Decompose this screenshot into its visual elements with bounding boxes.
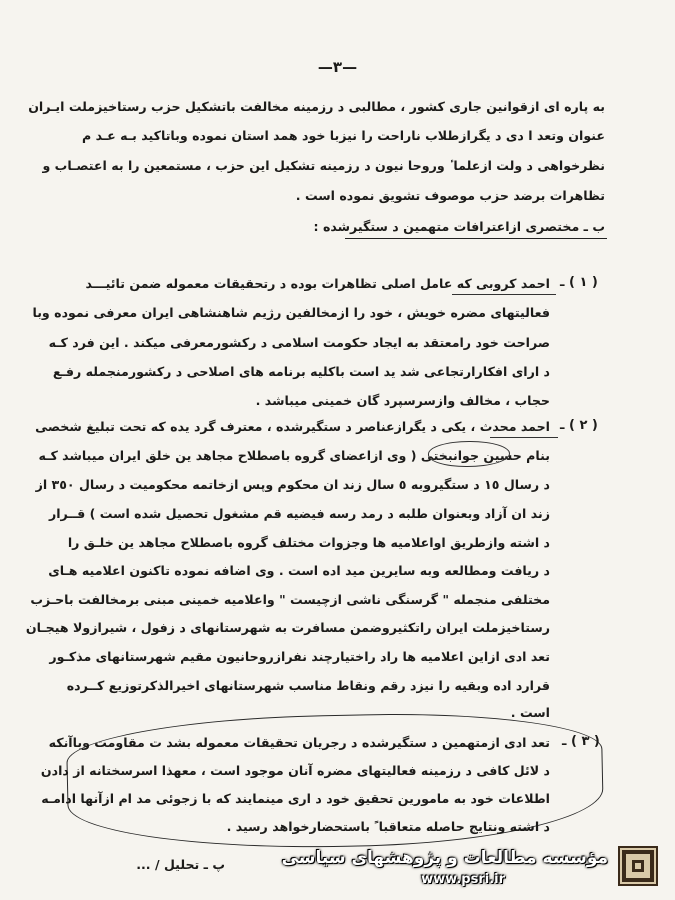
item-1-line: صراحت خود رامعتقد به ایجاد حکومت اسلامی د رکشورمعرفی میکند . این فرد کـه [48, 335, 550, 350]
item-1-line: د ارای افکارارتجاعی شد ید است باکلیه برنامه های اصلاحی د رکشورمنجمله رفـع [52, 364, 550, 379]
section-b-heading: ب ـ مختصری ازاعترافات متهمین د ستگیرشده : [313, 219, 605, 234]
intro-line: تظاهرات برضد حزب موصوف تشویق نموده است . [295, 188, 605, 203]
intro-line: نظرخواهی د ولت ازعلما ٔ وروحا نیون د رزمینه تشکیل این حزب ، مستمعین را به اعتصـاب و [42, 158, 605, 173]
item-3-line: د اشته ونتایج حاصله متعاقبا ً باستحضارخواهد رسید . [226, 819, 550, 834]
item-3-line: د لائل کافی د رزمینه فعالیتهای مضره آنان موجود است ، معهذا اسرسختانه از دادن [40, 763, 550, 778]
item-2-line: زند ان آزاد وبعنوان طلبه د رمد رسه فیضیه قم مشغول تحصیل شده است ) قــرار [48, 506, 550, 521]
item-3-line: اطلاعات خود به مامورین تحقیق خود د اری مینمایند که با زجوئی مد ام ازآنها ادامـه [41, 791, 550, 806]
item-2-line: د اشته وازطریق اواعلامیه ها وجزوات مختلف گروه باصطلاح مجاهد ین خلـق را [67, 535, 550, 550]
item-2-line: د رسال ١٥ د ستگیروبه ٥ سال زند ان محکوم وپس ازخاتمه محکومیت د رسال ٣٥٠ از [35, 477, 550, 492]
section-c-heading: پ ـ تحلیل / ... [136, 857, 225, 872]
item-2-line: رستاخیزملت ایران راتکثیروضمن مسافرت به شهرستانهای د زفول ، شیرازولا هیجـان [25, 620, 550, 635]
psri-logo-icon [618, 846, 658, 886]
item-2-line: د ریافت ومطالعه وبه سایرین مید اده است . وی اضافه نموده تاکنون اعلامیه هـای [48, 563, 550, 578]
heading-underline [345, 238, 607, 239]
watermark-name: مؤسسه مطالعات و پژوهشهای سیاسی [281, 848, 608, 868]
item-3-marker: ( ٣ ) ـ [562, 734, 600, 749]
watermark-url: www.psri.ir [421, 872, 505, 887]
intro-line: به پاره ای ازقوانین جاری کشور ، مطالبی د رزمینه مخالفت باتشکیل حزب رستاخیزملت ایـران [28, 99, 605, 114]
item-1-marker: ( ١ ) ـ [560, 275, 598, 290]
item-1-line: احمد کروبی که عامل اصلی تظاهرات بوده د رتحقیقات معموله ضمن تائیـــد [85, 276, 550, 291]
hand-underline [490, 437, 558, 438]
item-2-marker: ( ٢ ) ـ [560, 418, 598, 433]
page-number: —٣— [317, 58, 358, 76]
item-2-line: بنام حسین جوانبختی ( وی ازاعضای گروه باصطلاح مجاهد ین خلق ایران میباشد کـه [38, 448, 550, 463]
item-2-line: احمد محدث ، یکی د یگرازعناصر د ستگیرشده ، معترف گرد یده که تحت تبلیغ شخصی [35, 419, 550, 434]
item-1-line: حجاب ، مخالف وازسرسپرد گان خمینی میباشد . [255, 393, 550, 408]
hand-underline [452, 294, 556, 295]
item-2-line: قرارد اده وبقیه را نیزد رقم ونقاط مناسب شهرستانهای اخیرالذکرتوزیع کــرده [66, 678, 550, 693]
item-2-line: است . [510, 705, 550, 720]
item-1-line: فعالیتهای مضره خویش ، خود را ازمخالفین رژیم شاهنشاهی ایران معرفی نموده وبا [32, 305, 550, 320]
item-3-line: تعد ادی ازمتهمین د ستگیرشده د رجریان تحقیقات معموله بشد ت مقاومت وباآنکه [48, 735, 550, 750]
item-2-line: تعد ادی ازاین اعلامیه ها راد راختیارچند نفرازروحانیون مقیم شهرستانهای مذکـور [49, 649, 550, 664]
item-2-line: مختلفی منجمله " گرسنگی ناشی ازچیست " واعلامیه خمینی مبنی برمخالفت باحـزب [30, 592, 550, 607]
intro-line: عنوان وتعد ا دی د یگرازطلاب ناراحت را نیزبا خود همد استان نموده وباتاکید بـه عـد م [81, 128, 605, 143]
